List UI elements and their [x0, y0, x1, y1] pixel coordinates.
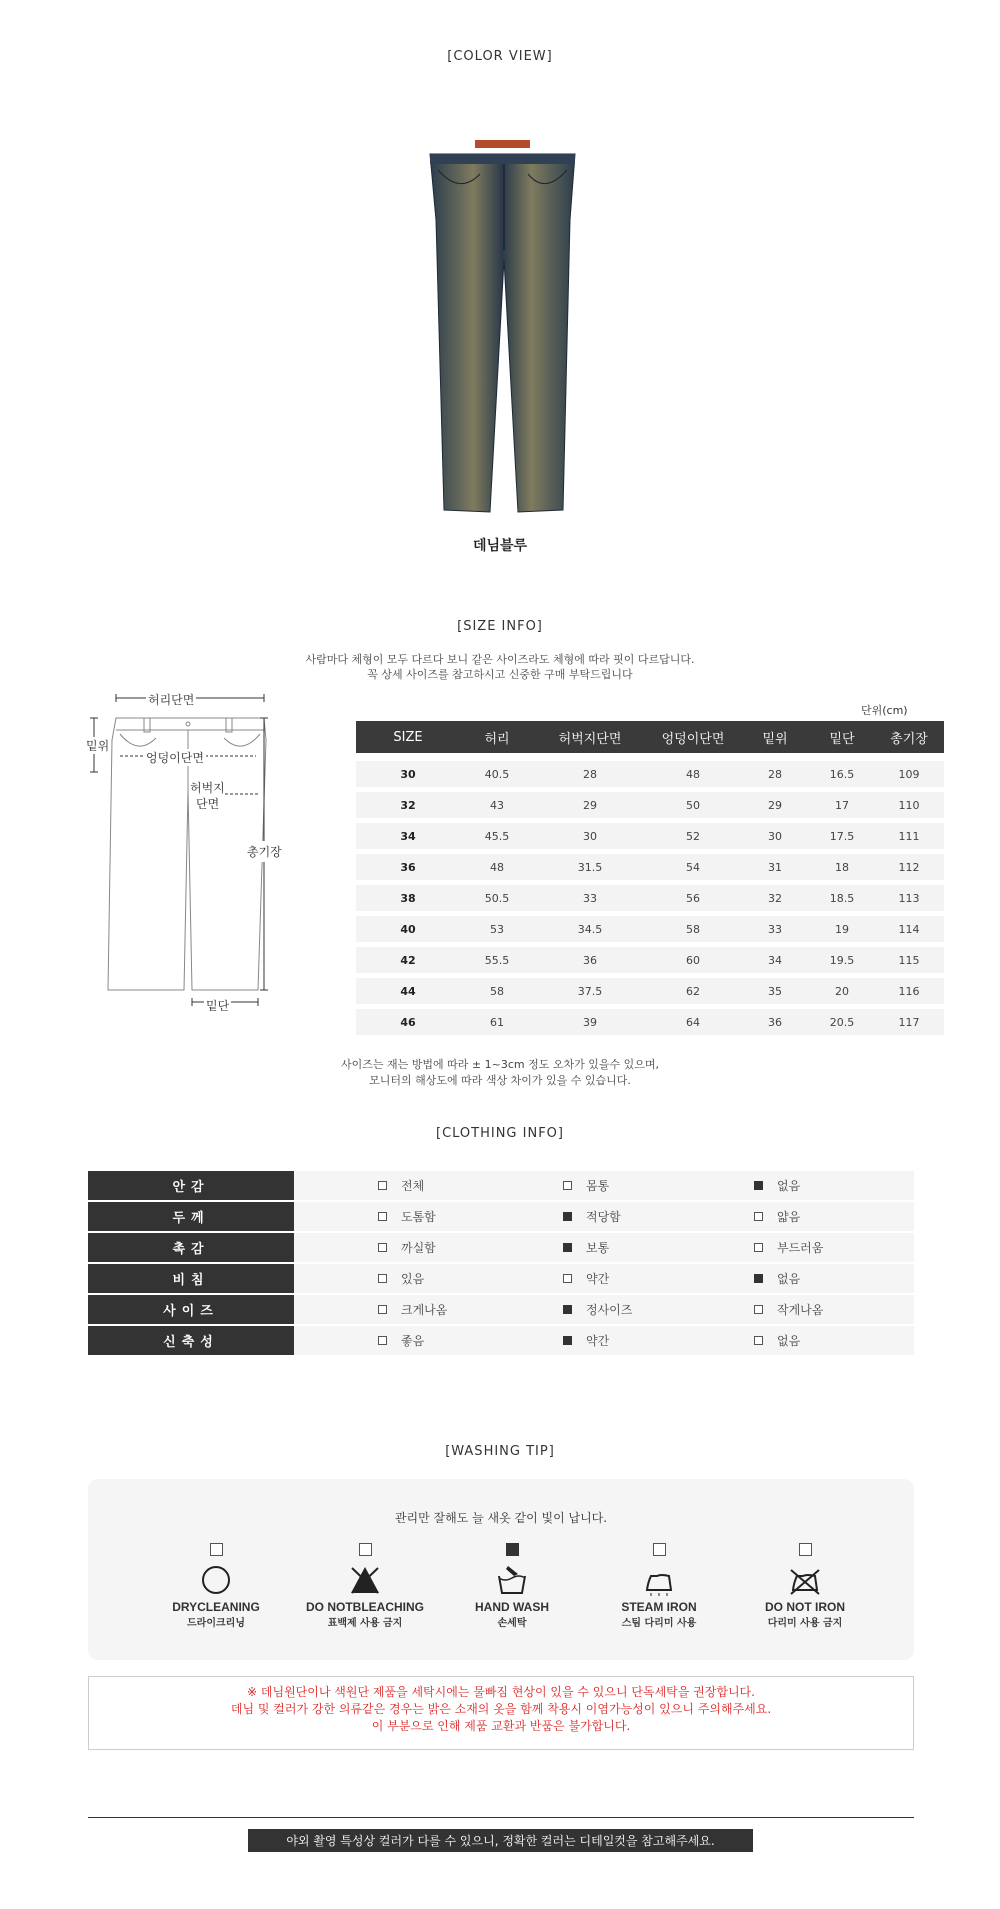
- jeans-product-image: [420, 140, 585, 520]
- size-cell-length: 113: [898, 891, 920, 905]
- washing-icon-sub: 드라이크리닝: [187, 1618, 245, 1629]
- size-cell-rise: 28: [768, 767, 782, 781]
- size-unit-label: 단위(cm): [861, 704, 908, 717]
- size-cell-thigh: 30: [583, 829, 597, 843]
- size-cell-waist: 61: [490, 1015, 504, 1029]
- size-cell-hem: 19.5: [829, 953, 855, 967]
- unchecked-box-icon: [359, 1543, 372, 1556]
- size-cell-hip: 54: [686, 860, 700, 874]
- size-cell-length: 110: [898, 798, 920, 812]
- size-table-row: [356, 916, 944, 942]
- size-cell-hip: 56: [686, 891, 700, 905]
- size-cell-rise: 32: [768, 891, 782, 905]
- clothing-option-label: 부드러움: [777, 1241, 824, 1255]
- size-header-length: 총기장: [890, 731, 928, 747]
- clothing-option: [378, 1295, 447, 1324]
- size-table-row: [356, 947, 944, 973]
- size-cell-rise: 34: [768, 953, 782, 967]
- clothing-option-label: 좋음: [401, 1334, 425, 1348]
- circle-icon: [200, 1564, 232, 1596]
- washing-icon-sub: 다리미 사용 금지: [767, 1618, 843, 1629]
- washing-icon-sub: 스팀 다리미 사용: [621, 1618, 697, 1629]
- size-info-desc-1: 사람마다 체형이 모두 다르다 보니 같은 사이즈라도 체형에 따라 핏이 다르답니다.: [305, 653, 695, 666]
- size-table-header: [356, 721, 944, 753]
- washing-icon-item: [589, 1543, 729, 1629]
- size-cell-hip: 64: [686, 1015, 700, 1029]
- clothing-info-title: [CLOTHING INFO]: [436, 1126, 564, 1141]
- unchecked-box-icon: [799, 1543, 812, 1556]
- size-cell-waist: 45.5: [484, 829, 510, 843]
- footer-divider: [88, 1817, 914, 1818]
- washing-icon-item: [295, 1543, 435, 1629]
- clothing-option-label: 얇음: [777, 1210, 801, 1224]
- clothing-option: [378, 1326, 424, 1355]
- clothing-option: [378, 1264, 424, 1293]
- clothing-option: [754, 1295, 823, 1324]
- clothing-option: [563, 1326, 609, 1355]
- clothing-row-label: 촉감: [88, 1233, 294, 1262]
- hand-wash-icon: [496, 1564, 528, 1596]
- checked-box-icon: [754, 1181, 763, 1190]
- notice-line-1: ※ 데님원단이나 색원단 제품을 세탁시에는 물빠짐 현상이 있을 수 있으니 단독세탁을 권장합니다.: [247, 1685, 755, 1699]
- diagram-label-hip: 엉덩이단면: [146, 751, 204, 765]
- unchecked-box-icon: [754, 1243, 763, 1252]
- checked-box-icon: [506, 1543, 519, 1556]
- checked-box-icon: [563, 1212, 572, 1221]
- clothing-option-label: 없음: [777, 1179, 801, 1193]
- steam-iron-icon: [643, 1564, 675, 1596]
- clothing-option: [563, 1233, 609, 1262]
- clothing-row-label: 안감: [88, 1171, 294, 1200]
- diagram-label-thigh-1: 허벅지: [190, 781, 225, 795]
- clothing-option-label: 전체: [401, 1179, 425, 1193]
- washing-icon-name: STEAM IRON: [621, 1600, 697, 1614]
- clothing-info-row: [88, 1295, 914, 1324]
- clothing-option: [378, 1233, 436, 1262]
- size-cell-waist: 40.5: [484, 767, 510, 781]
- size-cell-thigh: 28: [583, 767, 597, 781]
- clothing-option-label: 없음: [777, 1334, 801, 1348]
- unchecked-box-icon: [563, 1181, 572, 1190]
- size-cell-size: 36: [400, 860, 416, 874]
- diagram-label-hem: 밑단: [206, 999, 230, 1013]
- size-cell-waist: 43: [490, 798, 504, 812]
- unchecked-box-icon: [754, 1212, 763, 1221]
- size-cell-waist: 58: [490, 984, 504, 998]
- clothing-option: [563, 1171, 609, 1200]
- clothing-option-label: 작게나옴: [777, 1303, 824, 1317]
- clothing-row-options: [294, 1233, 914, 1262]
- diagram-label-waist: 허리단면: [148, 693, 195, 707]
- clothing-option: [754, 1202, 800, 1231]
- washing-icon-sub: 표백제 사용 금지: [327, 1618, 403, 1629]
- clothing-option: [754, 1326, 800, 1355]
- clothing-option-label: 크게나옴: [401, 1303, 448, 1317]
- washing-icon-sub: 손세탁: [497, 1618, 527, 1629]
- size-cell-hip: 60: [686, 953, 700, 967]
- size-cell-length: 116: [898, 984, 920, 998]
- size-table-row: [356, 854, 944, 880]
- washing-tip-title: [WASHING TIP]: [445, 1444, 555, 1459]
- size-cell-size: 44: [400, 984, 416, 998]
- washing-icon-item: [735, 1543, 875, 1629]
- washing-icon-item: [442, 1543, 582, 1629]
- size-cell-hip: 62: [686, 984, 700, 998]
- size-cell-hem: 16.5: [829, 767, 855, 781]
- clothing-option: [754, 1264, 800, 1293]
- unchecked-box-icon: [378, 1305, 387, 1314]
- clothing-option-label: 있음: [401, 1272, 425, 1286]
- clothing-info-row: [88, 1264, 914, 1293]
- size-cell-rise: 29: [768, 798, 782, 812]
- size-cell-rise: 30: [768, 829, 782, 843]
- clothing-row-options: [294, 1264, 914, 1293]
- size-cell-hem: 18: [835, 860, 849, 874]
- size-cell-hem: 17.5: [829, 829, 855, 843]
- clothing-option: [378, 1171, 424, 1200]
- size-cell-length: 111: [898, 829, 920, 843]
- size-cell-rise: 33: [768, 922, 782, 936]
- size-cell-rise: 31: [768, 860, 782, 874]
- washing-subtitle: 관리만 잘해도 늘 새옷 같이 빛이 납니다.: [394, 1511, 608, 1525]
- unchecked-box-icon: [378, 1181, 387, 1190]
- clothing-option-label: 없음: [777, 1272, 801, 1286]
- washing-icon-name: DO NOT IRON: [765, 1600, 845, 1614]
- size-cell-waist: 48: [490, 860, 504, 874]
- size-cell-hip: 52: [686, 829, 700, 843]
- washing-icon-name: HAND WASH: [475, 1600, 549, 1614]
- unchecked-box-icon: [653, 1543, 666, 1556]
- checked-box-icon: [754, 1274, 763, 1283]
- size-table-row: [356, 761, 944, 787]
- clothing-option-label: 까실함: [401, 1241, 436, 1255]
- size-table-row: [356, 885, 944, 911]
- clothing-option: [563, 1264, 609, 1293]
- clothing-option-label: 약간: [586, 1334, 610, 1348]
- size-cell-thigh: 39: [583, 1015, 597, 1029]
- size-table-row: [356, 823, 944, 849]
- size-cell-hem: 18.5: [829, 891, 855, 905]
- clothing-info-row: [88, 1233, 914, 1262]
- checked-box-icon: [563, 1243, 572, 1252]
- size-table-row: [356, 978, 944, 1004]
- unchecked-box-icon: [378, 1274, 387, 1283]
- size-cell-thigh: 34.5: [577, 922, 603, 936]
- size-cell-waist: 50.5: [484, 891, 510, 905]
- checked-box-icon: [563, 1336, 572, 1345]
- size-cell-length: 112: [898, 860, 920, 874]
- size-cell-length: 115: [898, 953, 920, 967]
- size-cell-thigh: 36: [583, 953, 597, 967]
- size-cell-thigh: 33: [583, 891, 597, 905]
- clothing-row-options: [294, 1326, 914, 1355]
- size-cell-size: 34: [400, 829, 416, 843]
- size-cell-hem: 17: [835, 798, 849, 812]
- clothing-info-row: [88, 1202, 914, 1231]
- color-view-title: [COLOR VIEW]: [447, 49, 553, 64]
- size-cell-size: 30: [400, 767, 416, 781]
- size-cell-hip: 48: [686, 767, 700, 781]
- size-header-rise: 밑위: [762, 731, 788, 747]
- unchecked-box-icon: [754, 1336, 763, 1345]
- size-cell-size: 40: [400, 922, 416, 936]
- clothing-row-label: 신축성: [88, 1326, 294, 1355]
- size-header-waist: 허리: [484, 731, 510, 747]
- size-note-1: 사이즈는 재는 방법에 따라 ± 1~3cm 정도 오차가 있을수 있으며,: [341, 1058, 659, 1071]
- size-header-hip: 엉덩이단면: [661, 731, 725, 747]
- size-cell-hem: 19: [835, 922, 849, 936]
- washing-icon-name: DO NOTBLEACHING: [306, 1600, 424, 1614]
- clothing-option-label: 도톰함: [401, 1210, 436, 1224]
- size-cell-size: 32: [400, 798, 416, 812]
- size-cell-hem: 20: [835, 984, 849, 998]
- size-note-2: 모니터의 해상도에 따라 색상 차이가 있을 수 있습니다.: [369, 1074, 631, 1087]
- size-cell-rise: 35: [768, 984, 782, 998]
- clothing-row-options: [294, 1295, 914, 1324]
- checked-box-icon: [563, 1305, 572, 1314]
- clothing-row-label: 비침: [88, 1264, 294, 1293]
- washing-icon-name: DRYCLEANING: [172, 1600, 260, 1614]
- color-name-label: 데님블루: [472, 538, 528, 554]
- size-cell-hem: 20.5: [829, 1015, 855, 1029]
- unchecked-box-icon: [378, 1243, 387, 1252]
- size-table-row: [356, 792, 944, 818]
- no-bleach-icon: [349, 1564, 381, 1596]
- clothing-row-options: [294, 1202, 914, 1231]
- size-info-title: [SIZE INFO]: [457, 619, 543, 634]
- unchecked-box-icon: [378, 1212, 387, 1221]
- size-cell-size: 46: [400, 1015, 416, 1029]
- unchecked-box-icon: [754, 1305, 763, 1314]
- size-cell-size: 38: [400, 891, 416, 905]
- clothing-option: [754, 1171, 800, 1200]
- size-header-size: SIZE: [393, 729, 423, 745]
- clothing-option: [563, 1202, 621, 1231]
- size-header-hem: 밑단: [829, 731, 855, 747]
- clothing-info-row: [88, 1326, 914, 1355]
- notice-line-3: 이 부분으로 인해 제품 교환과 반품은 불가합니다.: [371, 1719, 631, 1733]
- diagram-label-thigh-2: 단면: [196, 797, 220, 811]
- clothing-option-label: 몸통: [586, 1179, 610, 1193]
- clothing-option: [754, 1233, 823, 1262]
- clothing-info-row: [88, 1171, 914, 1200]
- clothing-option: [563, 1295, 632, 1324]
- clothing-option-label: 적당함: [586, 1210, 621, 1224]
- clothing-row-label: 사이즈: [88, 1295, 294, 1324]
- size-cell-rise: 36: [768, 1015, 782, 1029]
- size-cell-size: 42: [400, 953, 416, 967]
- diagram-label-length: 총기장: [247, 841, 282, 862]
- size-cell-thigh: 37.5: [577, 984, 603, 998]
- size-cell-hip: 58: [686, 922, 700, 936]
- size-cell-thigh: 29: [583, 798, 597, 812]
- notice-line-2: 데님 및 컬러가 강한 의류같은 경우는 밝은 소재의 옷을 함께 착용시 이염가능성이 있으니 주의해주세요.: [230, 1702, 772, 1716]
- diagram-label-rise: 밑위: [86, 739, 110, 753]
- washing-notice: [88, 1676, 914, 1750]
- footer-notice: 야외 촬영 특성상 컬러가 다를 수 있으니, 정확한 컬러는 디테일컷을 참고해주세요.: [248, 1829, 753, 1852]
- size-cell-thigh: 31.5: [577, 860, 603, 874]
- unchecked-box-icon: [378, 1336, 387, 1345]
- clothing-option-label: 정사이즈: [586, 1303, 633, 1317]
- size-cell-length: 109: [898, 767, 920, 781]
- size-cell-length: 114: [898, 922, 920, 936]
- unchecked-box-icon: [563, 1274, 572, 1283]
- size-cell-length: 117: [898, 1015, 920, 1029]
- clothing-row-label: 두께: [88, 1202, 294, 1231]
- clothing-option: [378, 1202, 436, 1231]
- clothing-option-label: 보통: [586, 1241, 610, 1255]
- washing-icon-item: [146, 1543, 286, 1629]
- no-iron-icon: [789, 1564, 821, 1596]
- size-table-row: [356, 1009, 944, 1035]
- size-cell-waist: 55.5: [484, 953, 510, 967]
- size-header-thigh: 허벅지단면: [558, 731, 622, 747]
- washing-tip-panel: [88, 1479, 914, 1660]
- size-cell-waist: 53: [490, 922, 504, 936]
- unchecked-box-icon: [210, 1543, 223, 1556]
- clothing-option-label: 약간: [586, 1272, 610, 1286]
- size-info-desc-2: 꼭 상세 사이즈를 참고하시고 신중한 구매 부탁드립니다: [367, 668, 633, 681]
- clothing-row-options: [294, 1171, 914, 1200]
- size-cell-hip: 50: [686, 798, 700, 812]
